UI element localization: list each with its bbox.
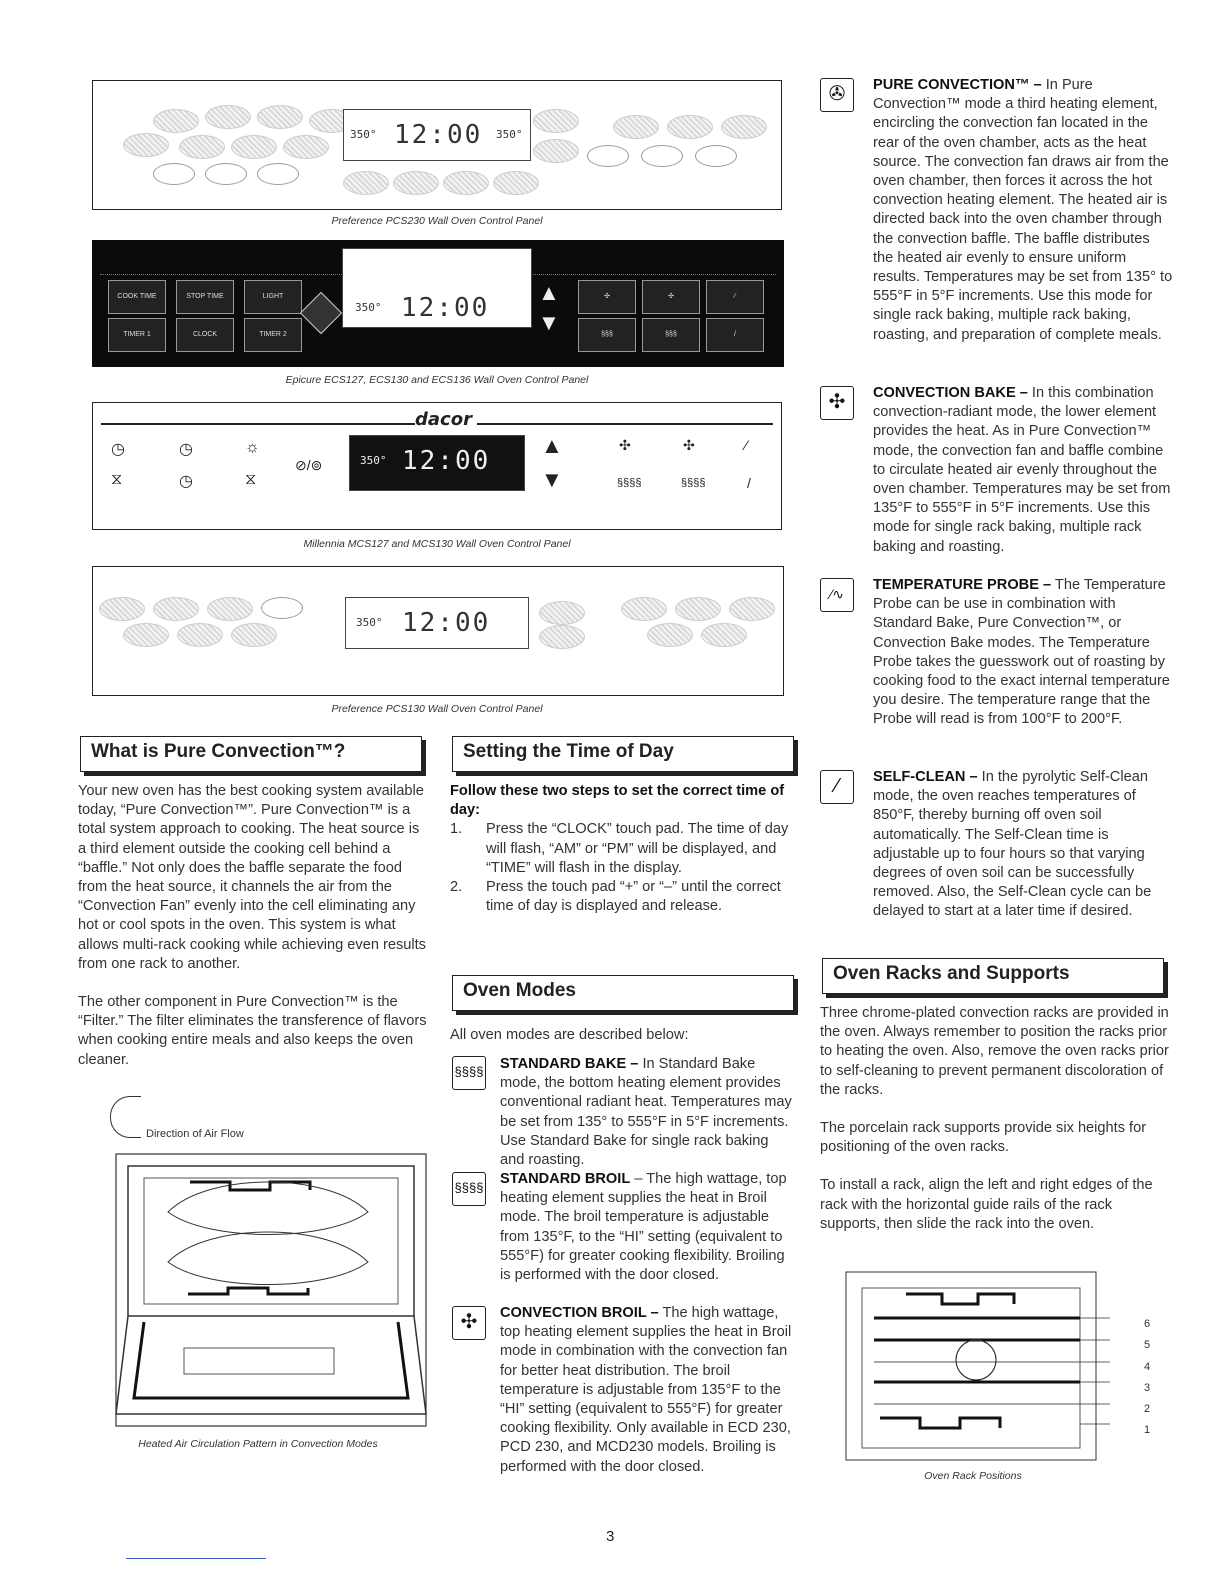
touch-pad[interactable] bbox=[721, 115, 767, 139]
timer-icon[interactable]: ⧖ bbox=[111, 471, 123, 488]
touch-pad[interactable] bbox=[393, 171, 439, 195]
rack-position: 6 bbox=[1144, 1318, 1151, 1330]
light-pad[interactable]: LIGHT bbox=[244, 280, 302, 314]
display: 350° 12:00 bbox=[349, 435, 525, 491]
stop-time-pad[interactable]: STOP TIME bbox=[176, 280, 234, 314]
panel-pcs230 bbox=[92, 80, 782, 210]
mode-convection-bake: CONVECTION BAKE – In this combination convection-radiant mode, the lower element provides the heat. As in Pure Convection™ mode, the convection fan and baffle combine to circulate heated air evenly throughout the oven chamber. Temperatures may be set from 135°F to 555°F in 5°F increments. Use this mode for single rack baking, multiple rack baking and roasting. bbox=[873, 385, 1171, 555]
self-clean-icon: ⁄ bbox=[820, 770, 854, 804]
touch-pad[interactable] bbox=[539, 625, 585, 649]
display: 350° 12:00 350° bbox=[343, 109, 531, 161]
touch-pad[interactable] bbox=[533, 109, 579, 133]
timer-1-pad[interactable]: TIMER 1 bbox=[108, 318, 166, 352]
pure-convection-text bbox=[78, 782, 430, 1070]
page-number: 3 bbox=[606, 1528, 615, 1545]
time-of-day-text bbox=[450, 782, 796, 916]
clock-icon[interactable]: ◷ bbox=[179, 473, 193, 490]
display: 350° 12:00 bbox=[342, 248, 532, 328]
bake-icon[interactable]: §§§§ bbox=[617, 477, 642, 489]
mode-convection-broil: CONVECTION BROIL – The high wattage, top heating element supplies the heat in Broil mode in combination with the convection fan for better heat distribution. The broil temperature is adjustable from 135°F to the “HI” setting (equivalent to 555°F) for greater cooking flexibility. Only available in ECD 230, PCD 230, and MCD230 models. Broiling is performed with the door closed. bbox=[500, 1305, 792, 1475]
touch-pad[interactable] bbox=[99, 597, 145, 621]
touch-pad[interactable] bbox=[533, 139, 579, 163]
touch-pad[interactable] bbox=[207, 597, 253, 621]
airflow-arrow-icon bbox=[110, 1096, 141, 1138]
touch-pad[interactable] bbox=[621, 597, 667, 621]
figure-caption: Oven Rack Positions bbox=[924, 1470, 1022, 1482]
touch-pad[interactable] bbox=[179, 135, 225, 159]
minus-icon[interactable]: ▼ bbox=[538, 310, 560, 335]
cook-time-pad[interactable] bbox=[641, 145, 683, 167]
self-clean-pad[interactable]: / bbox=[706, 318, 764, 352]
racks-text bbox=[820, 1004, 1170, 1234]
convection-broil-icon: ✣ bbox=[452, 1306, 486, 1340]
convection-bake-icon[interactable]: ✣ bbox=[683, 437, 695, 453]
plus-icon[interactable]: ▲ bbox=[541, 433, 563, 458]
section-heading-oven-modes: Oven Modes bbox=[452, 975, 794, 1011]
panel-caption: Preference PCS130 Wall Oven Control Panel bbox=[331, 703, 543, 715]
rack-position: 4 bbox=[1144, 1360, 1151, 1373]
touch-pad[interactable] bbox=[539, 601, 585, 625]
touch-pad[interactable] bbox=[205, 105, 251, 129]
convection-bake-icon: ✣ bbox=[820, 386, 854, 420]
section-heading-pure-convection: What is Pure Convection™? bbox=[80, 736, 422, 772]
figure-caption: Heated Air Circulation Pattern in Convection Modes bbox=[138, 1438, 378, 1450]
touch-pad[interactable] bbox=[123, 133, 169, 157]
cook-time-pad[interactable] bbox=[205, 163, 247, 185]
light-pad[interactable] bbox=[257, 163, 299, 185]
cancel-pad[interactable] bbox=[261, 597, 303, 619]
clock-icon[interactable]: ◷ bbox=[111, 441, 125, 458]
touch-pad[interactable] bbox=[123, 623, 169, 647]
touch-pad[interactable] bbox=[283, 135, 329, 159]
rack-position: 1 bbox=[1144, 1424, 1151, 1437]
touch-pad[interactable] bbox=[153, 109, 199, 133]
pure-convection-icon: ✇ bbox=[820, 78, 854, 112]
standard-broil-icon: §§§§ bbox=[452, 1172, 486, 1206]
panel-caption: Preference PCS230 Wall Oven Control Panel bbox=[331, 215, 543, 227]
touch-pad[interactable] bbox=[153, 597, 199, 621]
section-heading-time-of-day: Setting the Time of Day bbox=[452, 736, 794, 772]
light-pad[interactable] bbox=[587, 145, 629, 167]
rack-position-labels bbox=[1144, 1314, 1150, 1442]
step: 1. Press the “CLOCK” touch pad. The time of day will flash, “AM” or “PM” will be displayed, and “TIME” will flash in the display. bbox=[450, 821, 789, 876]
paragraph: To install a rack, align the left and right edges of the rack with the horizontal guide rails of the rack supports, then slide the rack into the oven. bbox=[820, 1177, 1153, 1232]
clock-icon[interactable]: ◷ bbox=[179, 441, 193, 458]
brand-logo: dacor bbox=[415, 409, 472, 430]
minus-icon[interactable]: ▼ bbox=[541, 467, 563, 492]
oven-rack-diagram bbox=[840, 1268, 1110, 1468]
oven-modes-intro: All oven modes are described below: bbox=[450, 1027, 689, 1043]
touch-pad[interactable] bbox=[443, 171, 489, 195]
airflow-label: Direction of Air Flow bbox=[146, 1128, 244, 1140]
panel-caption: Epicure ECS127, ECS130 and ECS136 Wall Oven Control Panel bbox=[285, 374, 589, 386]
broil-pad[interactable]: §§§ bbox=[642, 318, 700, 352]
oven-airflow-diagram bbox=[108, 1152, 434, 1432]
paragraph: The other component in Pure Convection™ is the “Filter.” The filter eliminates the transference of flavors when cooking entire meals and also keeps the oven cleaner. bbox=[78, 994, 427, 1068]
clock-pad[interactable]: CLOCK bbox=[176, 318, 234, 352]
probe-icon[interactable]: ⁄ bbox=[745, 437, 748, 453]
panel-ecs bbox=[92, 240, 784, 367]
touch-pad[interactable] bbox=[257, 105, 303, 129]
touch-pad[interactable] bbox=[493, 171, 539, 195]
cancel-pad[interactable] bbox=[153, 163, 195, 185]
panel-pcs130 bbox=[92, 566, 784, 696]
timer-icon[interactable]: ⧖ bbox=[245, 471, 257, 488]
footer-rule bbox=[126, 1558, 266, 1559]
pure-convection-icon[interactable]: ✣ bbox=[619, 437, 631, 453]
touch-pad[interactable] bbox=[613, 115, 659, 139]
probe-pad[interactable]: ⁄ bbox=[706, 280, 764, 314]
cancel-pad[interactable] bbox=[695, 145, 737, 167]
broil-icon[interactable]: §§§§ bbox=[681, 477, 706, 489]
bake-pad[interactable]: §§§ bbox=[578, 318, 636, 352]
rack-position: 5 bbox=[1144, 1339, 1151, 1352]
convection-bake-pad[interactable]: ✣ bbox=[642, 280, 700, 314]
standard-bake-icon: §§§§ bbox=[452, 1056, 486, 1090]
light-icon[interactable]: ☼ bbox=[245, 439, 260, 456]
section-heading-oven-racks: Oven Racks and Supports bbox=[822, 958, 1164, 994]
panel-caption: Millennia MCS127 and MCS130 Wall Oven Control Panel bbox=[303, 538, 571, 550]
pure-convection-pad[interactable]: ✣ bbox=[578, 280, 636, 314]
step: 2. Press the touch pad “+” or “–” until the correct time of day is displayed and release. bbox=[450, 879, 781, 915]
mode-standard-bake: STANDARD BAKE – In Standard Bake mode, the bottom heating element provides conventional radiant heat. Temperatures may be set from 135° to 555°F in 5°F increments. Use Standard Bake for single rack baking and roasting. bbox=[500, 1056, 792, 1169]
touch-pad[interactable] bbox=[177, 623, 223, 647]
touch-pad[interactable] bbox=[343, 171, 389, 195]
cook-time-pad[interactable]: COOK TIME bbox=[108, 280, 166, 314]
touch-pad[interactable] bbox=[231, 135, 277, 159]
mode-pure-convection: PURE CONVECTION™ – In Pure Convection™ mode a third heating element, encircling the convection fan located in the rear of the oven chamber, acts as the heat source. The convection fan draws air from the oven chamber, then forces it across the hot convection heating element. The heated air is directed back into the oven chamber through the convection baffle. The baffle distributes the heated air evenly to ensure uniform results. Temperatures may be set from 135° to 555°F in 5°F increments. Use this mode for single rack baking, multiple rack baking, roasting, and preparation of complete meals. bbox=[873, 77, 1173, 343]
steps-list bbox=[450, 820, 796, 916]
cancel-icon[interactable]: ⊘/⊚ bbox=[295, 457, 323, 473]
rack-position: 2 bbox=[1144, 1403, 1151, 1416]
mode-temperature-probe: TEMPERATURE PROBE – The Temperature Probe can be use in combination with Standard Bake, Pure Convection™, or Convection Bake modes. The Temperature Probe takes the guesswork out of roasting by cooking food to the exact internal temperature you desire. The temperature range that the Probe will read is from 100°F to 200°F. bbox=[873, 577, 1170, 728]
display: 350° 12:00 bbox=[345, 597, 529, 649]
cancel-icon[interactable] bbox=[300, 292, 342, 334]
paragraph: Three chrome-plated convection racks are provided in the oven. Always remember to position the racks prior to heating the oven. Also, remove the oven racks prior to self-cleaning to prevent permanent discoloration of the racks. bbox=[820, 1005, 1169, 1098]
paragraph: The porcelain rack supports provide six heights for positioning of the oven racks. bbox=[820, 1120, 1147, 1156]
rack-position: 3 bbox=[1144, 1381, 1151, 1394]
timer-2-pad[interactable]: TIMER 2 bbox=[244, 318, 302, 352]
mode-standard-broil: STANDARD BROIL – The high wattage, top heating element supplies the heat in Broil mode. The broil temperature is adjustable from 135°F, to the “HI” setting (equivalent to 555°F) for greater cooking flexibility. Broiling is performed with the door closed. bbox=[500, 1171, 787, 1284]
intro: Follow these two steps to set the correct time of day: bbox=[450, 783, 785, 819]
touch-pad[interactable] bbox=[729, 597, 775, 621]
touch-pad[interactable] bbox=[701, 623, 747, 647]
touch-pad[interactable] bbox=[647, 623, 693, 647]
paragraph: Your new oven has the best cooking system available today, “Pure Convection™”. Pure Convection™ is a total system approach to cooking. The heat source is a third element outside the cooking cell behind a “baffle.” Not only does the baffle separate the food from the heat source, it channels the air from the “Convection Fan” evenly into the cell eliminating any hot or cool spots in the oven. This system is what allows multi-rack cooking while achieving even results from one rack to another. bbox=[78, 783, 426, 972]
touch-pad[interactable] bbox=[675, 597, 721, 621]
mode-self-clean: SELF-CLEAN – In the pyrolytic Self-Clean mode, the oven reaches temperatures of 850°F, thereby burning off oven soil automatically. The Self-Clean time is adjustable up to four hours so that varying degrees of oven soil can be successfully removed. Also, the Self-Clean cycle can be delayed to start at a later time if desired. bbox=[873, 769, 1152, 920]
panel-mcs bbox=[92, 402, 782, 530]
temperature-probe-icon: ⁄∿ bbox=[820, 578, 854, 612]
self-clean-icon[interactable]: / bbox=[747, 475, 751, 491]
plus-icon[interactable]: ▲ bbox=[538, 280, 560, 305]
touch-pad[interactable] bbox=[231, 623, 277, 647]
touch-pad[interactable] bbox=[667, 115, 713, 139]
